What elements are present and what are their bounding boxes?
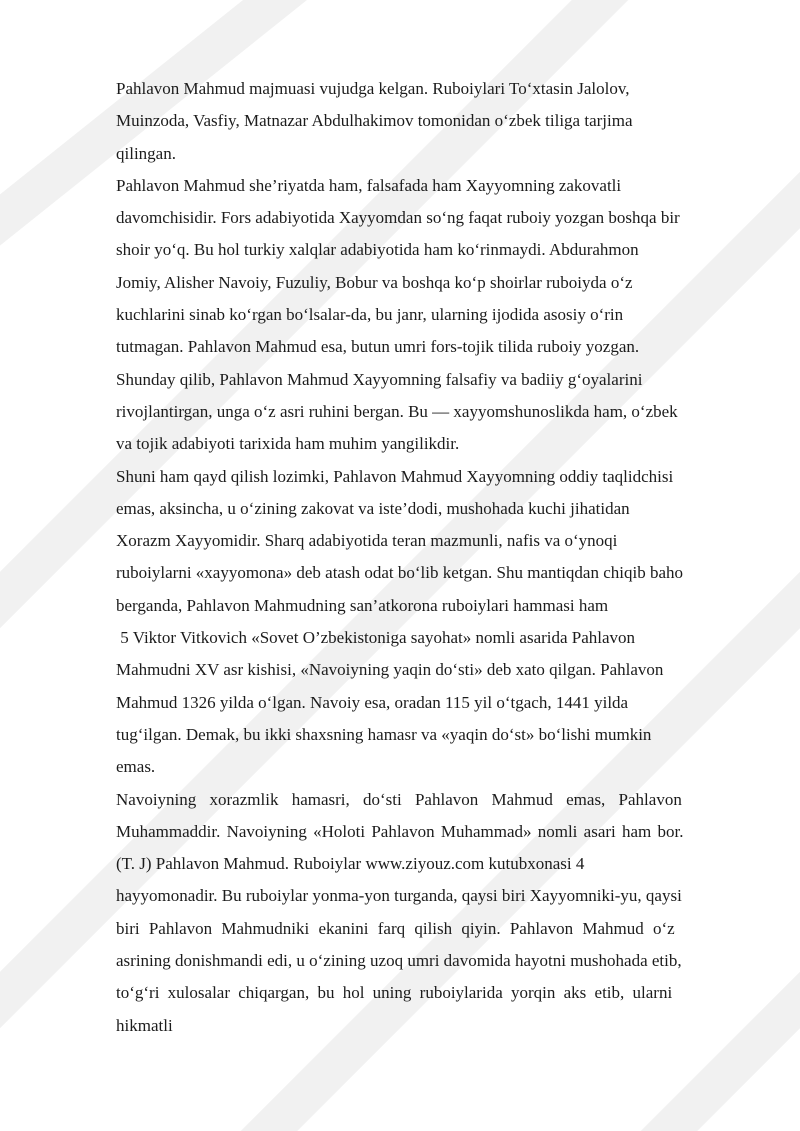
text-line: emas, aksincha, u o‘zining zakovat va iste’dodi, mushohada kuchi jihatidan [116, 498, 630, 518]
text-line: kuchlarini sinab ko‘rgan bo‘lsalar-da, bu janr, ularning ijodida asosiy o‘rin [116, 305, 624, 325]
text-line: Shunday qilib, Pahlavon Mahmud Xayyomning falsafiy va badiiy g‘oyalarini [116, 369, 643, 389]
text-line: Jomiy, Alisher Navoiy, Fuzuliy, Bobur va boshqa ko‘p shoirlar ruboiyda o‘z [116, 272, 633, 292]
text-line: rivojlantirgan, unga o‘z asri ruhini bergan. Bu — xayyomshunoslikda ham, o‘zbek [116, 401, 678, 421]
text-line: tutmagan. Pahlavon Mahmud esa, butun umri fors-tojik tilida ruboiy yozgan. [116, 337, 640, 357]
text-line: qilingan. [116, 143, 176, 163]
text-line: Xorazm Xayyomidir. Sharq adabiyotida teran mazmunli, nafis va o‘ynoqi [116, 531, 618, 551]
footnote-line: tug‘ilgan. Demak, bu ikki shaxsning hamasr va «yaqin do‘st» bo‘lishi mumkin [116, 724, 652, 744]
text-line: shoir yo‘q. Bu hol turkiy xalqlar adabiyotida ham ko‘rinmaydi. Abdurahmon [116, 240, 639, 260]
text-line: berganda, Pahlavon Mahmudning san’atkorona ruboiylari hammasi ham [116, 595, 609, 615]
text-line: Shuni ham qayd qilish lozimki, Pahlavon Mahmud Xayyomning oddiy taqlidchisi [116, 466, 674, 486]
footnote-line: Mahmud 1326 yilda o‘lgan. Navoiy esa, oradan 115 yil o‘tgach, 1441 yilda [116, 692, 629, 712]
text-line: Navoiyning xorazmlik hamasri, do‘sti Pahlavon Mahmud emas, Pahlavon [116, 789, 682, 809]
text-line: Pahlavon Mahmud majmuasi vujudga kelgan. Ruboiylari To‘xtasin Jalolov, [116, 79, 630, 98]
text-line: hayyomonadir. Bu ruboiylar yonma-yon turganda, qaysi biri Xayyomniki-yu, qaysi [116, 886, 682, 906]
text-line: to‘g‘ri xulosalar chiqargan, bu hol uning ruboiylarida yorqin aks etib, ularni [116, 983, 673, 1003]
footnote-line: 5 Viktor Vitkovich «Sovet O’zbekistoniga sayohat» nomli asarida Pahlavon [116, 628, 636, 648]
text-line: asrining donishmandi edi, u o‘zining uzoq umri davomida hayotni mushohada etib, [116, 951, 682, 971]
text-line: ruboiylarni «xayyomona» deb atash odat bo‘lib ketgan. Shu mantiqdan chiqib baho [116, 563, 684, 583]
text-line: biri Pahlavon Mahmudniki ekanini farq qilish qiyin. Pahlavon Mahmud o‘z [116, 918, 675, 938]
text-line: Muhammaddir. Navoiyning «Holoti Pahlavon Muhammad» nomli asari ham bor. [116, 821, 684, 841]
text-line: va tojik adabiyoti tarixida ham muhim yangilikdir. [116, 434, 460, 454]
text-line: Muinzoda, Vasfiy, Matnazar Abdulhakimov tomonidan o‘zbek tiliga tarjima [116, 111, 633, 131]
text-line: davomchisidir. Fors adabiyotida Xayyomdan so‘ng faqat ruboiy yozgan boshqa bir [116, 208, 680, 228]
footnote-line: emas. [116, 757, 156, 777]
text-line: Pahlavon Mahmud she’riyatda ham, falsafada ham Xayyomning zakovatli [116, 175, 622, 195]
body-text [116, 73, 688, 1042]
text-line: hikmatli [116, 1015, 173, 1035]
footnote-line: Mahmudni XV asr kishisi, «Navoiyning yaqin do‘sti» deb xato qilgan. Pahlavon [116, 660, 664, 680]
page-footer-line: (T. J) Pahlavon Mahmud. Ruboiylar www.ziyouz.com kutubxonasi 4 [116, 854, 585, 874]
